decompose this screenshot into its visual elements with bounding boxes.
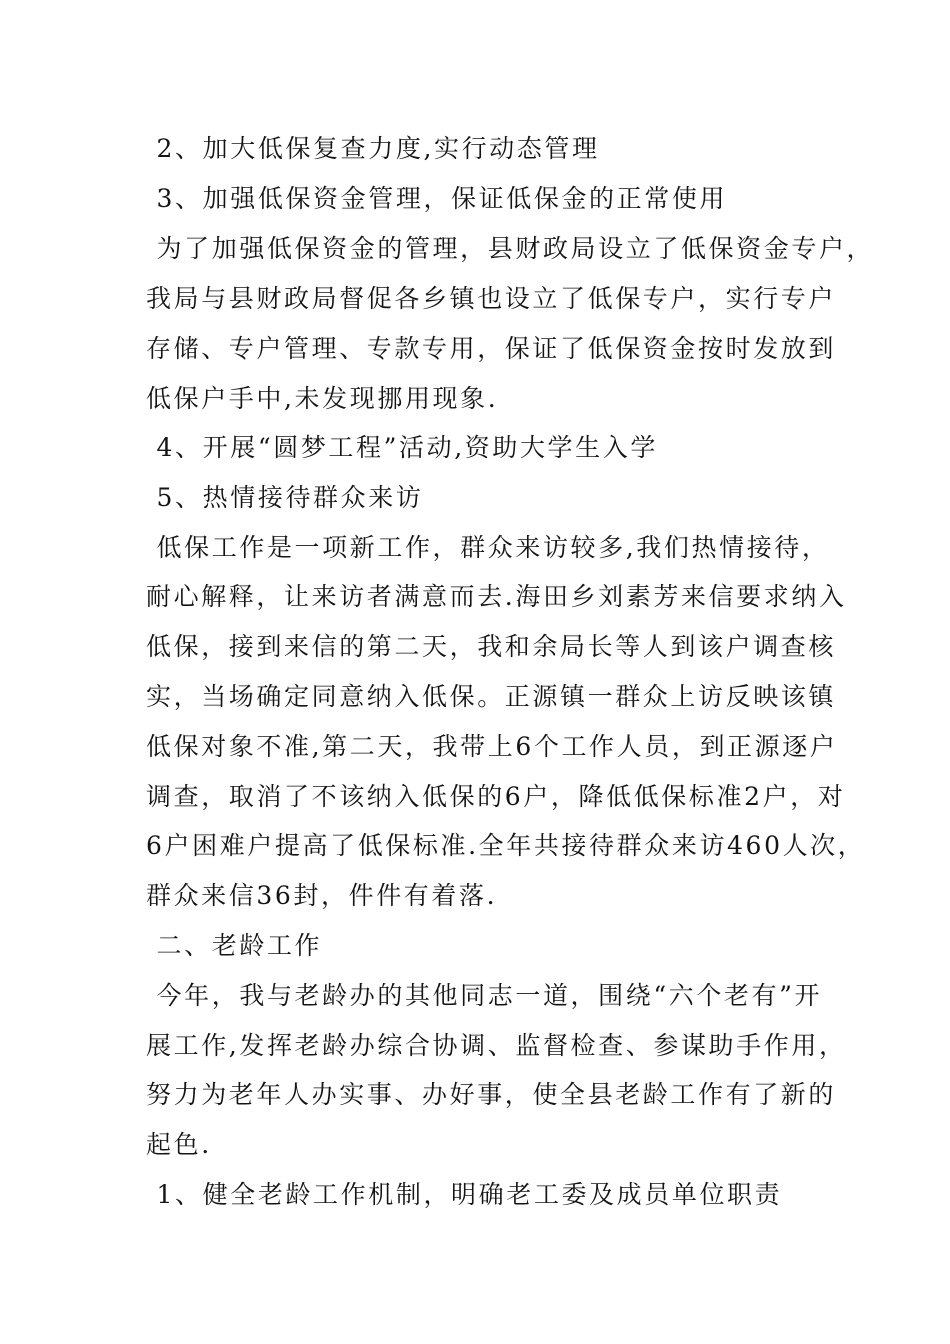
text-line: 存储、专户管理、专款专用，保证了低保资金按时发放到 bbox=[146, 334, 837, 363]
text-line: 2、加大低保复查力度,实行动态管理 bbox=[146, 134, 600, 163]
section-heading: 二、老龄工作 bbox=[146, 931, 323, 960]
text-line: 耐心解释，让来访者满意而去.海田乡刘素芳来信要求纳入 bbox=[146, 582, 847, 611]
text-line: 3、加强低保资金管理，保证低保金的正常使用 bbox=[146, 184, 728, 213]
text-line: 低保工作是一项新工作，群众来访较多,我们热情接待， bbox=[146, 533, 830, 562]
text-line: 5、热情接待群众来访 bbox=[146, 483, 424, 512]
text-line: 为了加强低保资金的管理，县财政局设立了低保资金专户， bbox=[146, 234, 875, 263]
text-line: 低保户手中,未发现挪用现象. bbox=[146, 384, 499, 413]
text-line: 低保，接到来信的第二天，我和余局长等人到该户调查核 bbox=[146, 632, 837, 661]
text-line: 低保对象不准,第二天，我带上6个工作人员，到正源逐户 bbox=[146, 732, 838, 761]
text-line: 4、开展“圆梦工程”活动,资助大学生入学 bbox=[146, 433, 658, 462]
text-line: 调查，取消了不该纳入低保的6户，降低低保标准2户，对 bbox=[146, 782, 846, 811]
text-line: 1、健全老龄工作机制，明确老工委及成员单位职责 bbox=[146, 1180, 783, 1209]
text-line: 起色. bbox=[146, 1130, 212, 1159]
text-line: 展工作,发挥老龄办综合协调、监督检查、参谋助手作用， bbox=[146, 1031, 847, 1060]
text-line: 我局与县财政局督促各乡镇也设立了低保专户，实行专户 bbox=[146, 284, 837, 313]
text-line: 群众来信36封，件件有着落. bbox=[146, 881, 498, 910]
text-line: 6户困难户提高了低保标准.全年共接待群众来访460人次， bbox=[146, 831, 866, 860]
text-line: 今年，我与老龄办的其他同志一道，围绕“六个老有”开 bbox=[146, 981, 823, 1010]
text-line: 努力为老年人办实事、办好事，使全县老龄工作有了新的 bbox=[146, 1080, 837, 1109]
text-line: 实，当场确定同意纳入低保。正源镇一群众上访反映该镇 bbox=[146, 682, 837, 711]
